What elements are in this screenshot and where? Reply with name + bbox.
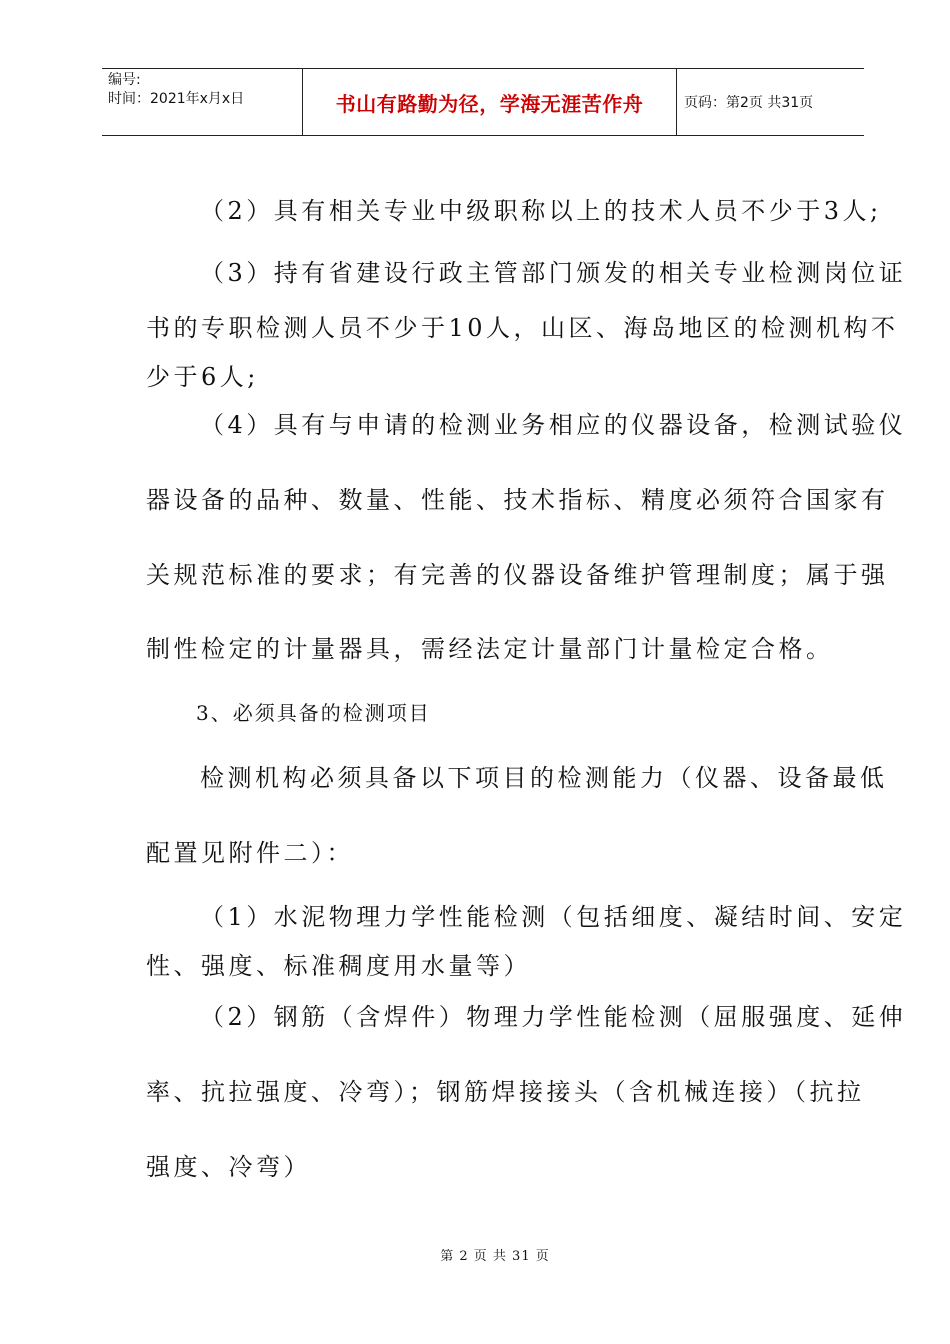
- body-line: 率、抗拉强度、冷弯）；钢筋焊接接头（含机械连接）（抗拉: [146, 1078, 865, 1106]
- body-line: 强度、冷弯）: [146, 1153, 311, 1181]
- body-line: 书的专职检测人员不少于10人，山区、海岛地区的检测机构不: [146, 314, 899, 342]
- page-header: [102, 68, 864, 136]
- section-heading: 3、必须具备的检测项目: [196, 701, 431, 725]
- body-line: 关规范标准的要求；有完善的仪器设备维护管理制度；属于强: [146, 561, 889, 589]
- body-line: 配置见附件二）：: [146, 839, 354, 867]
- body-line: 检测机构必须具备以下项目的检测能力（仪器、设备最低: [200, 764, 888, 792]
- header-motto: 书山有路勤为径，学海无涯苦作舟: [335, 91, 644, 116]
- page-footer: 第 2 页 共 31 页: [440, 1249, 550, 1264]
- header-page-info: 页码：第2页 共31页: [684, 95, 814, 111]
- body-line: 器设备的品种、数量、性能、技术指标、精度必须符合国家有: [146, 486, 889, 514]
- body-line: （3）持有省建设行政主管部门颁发的相关专业检测岗位证: [200, 259, 907, 287]
- header-page-cell: [677, 69, 871, 135]
- header-left-cell: [102, 69, 303, 135]
- header-motto-cell: [303, 69, 677, 135]
- body-line: 少于6人;: [146, 363, 259, 391]
- body-line: （2）具有相关专业中级职称以上的技术人员不少于3人;: [200, 197, 882, 225]
- body-line: （1）水泥物理力学性能检测（包括细度、凝结时间、安定: [200, 903, 907, 931]
- body-line: 制性检定的计量器具，需经法定计量部门计量检定合格。: [146, 635, 834, 663]
- body-line: （4）具有与申请的检测业务相应的仪器设备，检测试验仪: [200, 411, 907, 439]
- body-line: 性、强度、标准稠度用水量等）: [146, 952, 531, 980]
- document-number-label: 编号:: [108, 72, 141, 88]
- body-line: （2）钢筋（含焊件）物理力学性能检测（屈服强度、延伸: [200, 1003, 907, 1031]
- document-time-label: 时间：2021年x月x日: [108, 91, 245, 107]
